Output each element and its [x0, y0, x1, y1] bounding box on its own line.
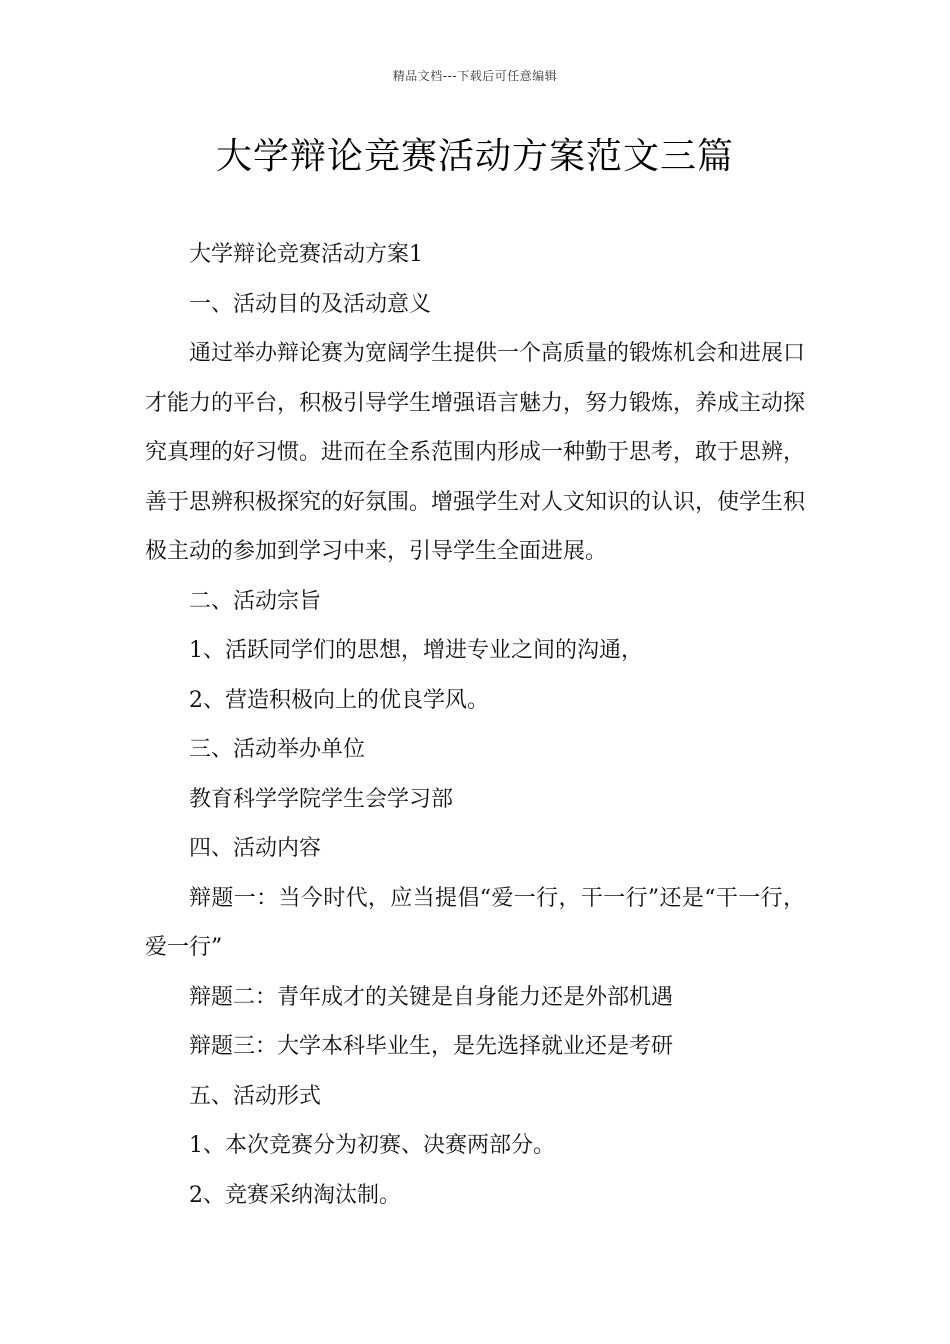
debate-topic: 辩题一：当今时代，应当提倡“爱一行，干一行”还是“干一行，爱一行” — [145, 885, 805, 960]
subtitle-plan-1: 大学辩论竞赛活动方案1 — [189, 242, 423, 267]
list-item: 1、本次竞赛分为初赛、决赛两部分。 — [189, 1133, 555, 1158]
section-heading-3: 三、活动举办单位 — [189, 737, 366, 762]
body-paragraph-purpose: 通过举办辩论赛为宽阔学生提供一个高质量的锻炼机会和进展口才能力的平台，积极引导学生增强语言魅力，努力锻炼，养成主动探究真理的好习惯。进而在全系范围内形成一种勤于思考，敢于思辨，善于思辨积极探究的好氛围。增强学生对人文知识的认识，使学生积极主动的参加到学习中来，引导学生全面进展。 — [145, 341, 806, 564]
debate-topic: 辩题三：大学本科毕业生，是先选择就业还是考研 — [189, 1034, 674, 1059]
list-item: 2、营造积极向上的优良学风。 — [189, 687, 489, 713]
section-heading-5: 五、活动形式 — [189, 1083, 322, 1109]
list-item: 2、竞赛采纳淘汰制。 — [189, 1182, 401, 1208]
document-body — [145, 230, 805, 1220]
header-note: 精品文档---下载后可任意编辑 — [392, 69, 558, 83]
section-heading-1: 一、活动目的及活动意义 — [189, 291, 432, 317]
organizer-text: 教育科学学院学生会学习部 — [189, 786, 454, 812]
section-heading-4: 四、活动内容 — [189, 836, 322, 861]
document-title: 大学辩论竞赛活动方案范文三篇 — [215, 136, 734, 177]
list-item: 1、活跃同学们的思想，增进专业之间的沟通， — [189, 638, 643, 663]
debate-topic: 辩题二：青年成才的关键是自身能力还是外部机遇 — [189, 984, 674, 1010]
section-heading-2: 二、活动宗旨 — [189, 588, 322, 614]
